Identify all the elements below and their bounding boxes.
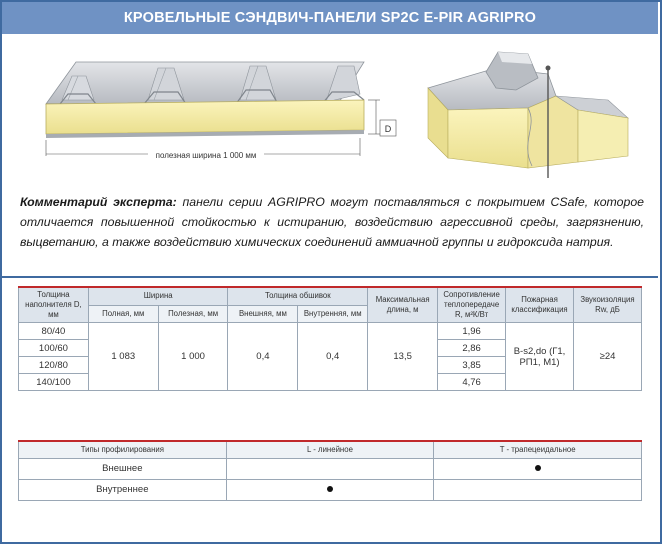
trapezoid-outer-cell (434, 458, 642, 479)
profiling-table (18, 440, 642, 501)
useful-width-label: полезная ширина 1 000 мм (155, 151, 257, 160)
subheader-width-useful: Полезная, мм (158, 305, 228, 322)
resistance-cell: 3,85 (438, 357, 506, 374)
header-fire: Пожарная классификация (506, 287, 574, 323)
expert-comment-lead: Комментарий эксперта: (20, 195, 177, 209)
subheader-skin-outer: Внешняя, мм (228, 305, 298, 322)
resistance-cell: 1,96 (438, 323, 506, 340)
subheader-skin-inner: Внутренняя, мм (298, 305, 368, 322)
skin-inner-cell: 0,4 (298, 323, 368, 391)
panel-illustration (8, 38, 654, 184)
header-linear: L - линейное (226, 441, 434, 458)
linear-inner-cell (226, 479, 434, 500)
thickness-cell: 80/40 (19, 323, 89, 340)
table-row (19, 458, 642, 479)
max-length-cell: 13,5 (368, 323, 438, 391)
subheader-width-full: Полная, мм (88, 305, 158, 322)
resistance-cell: 2,86 (438, 340, 506, 357)
fire-cell: B-s2,do (Г1, РП1, М1) (506, 323, 574, 391)
bullet-icon (535, 465, 541, 471)
page-title: КРОВЕЛЬНЫЕ СЭНДВИЧ-ПАНЕЛИ SP2C E-PIR AGRIPRO (2, 2, 658, 34)
trapezoid-inner-cell (434, 479, 642, 500)
specs-table (18, 286, 642, 391)
thickness-cell: 140/100 (19, 374, 89, 391)
linear-outer-cell (226, 458, 434, 479)
expert-comment (20, 192, 644, 252)
thickness-cell: 100/60 (19, 340, 89, 357)
thickness-cell: 120/80 (19, 357, 89, 374)
header-width: Ширина (88, 287, 228, 305)
bullet-icon (327, 486, 333, 492)
skin-outer-cell: 0,4 (228, 323, 298, 391)
header-skin: Толщина обшивок (228, 287, 368, 305)
header-trapezoid: T - трапецеидальное (434, 441, 642, 458)
header-resistance: Сопротивление теплопередаче R, м²К/Вт (438, 287, 506, 323)
expert-comment-text: панели серии AGRIPRO могут поставляться с покрытием CSafe, которое отличается повышенной стойкостью к истиранию, воздействию агрессивной среды, загрязнению, выцветанию, а также воздействию химических соединений аммиачной группы и гидроксида натрия. (20, 195, 644, 249)
panel-side-view (46, 62, 396, 160)
thickness-label: D (384, 124, 392, 134)
header-max-length: Максимальная длина, м (368, 287, 438, 323)
header-thickness: Толщина наполнителя D, мм (19, 287, 89, 323)
profiling-label-inner: Внутреннее (19, 479, 227, 500)
table-row (19, 479, 642, 500)
joint-detail (428, 52, 628, 178)
resistance-cell: 4,76 (438, 374, 506, 391)
width-full-cell: 1 083 (88, 323, 158, 391)
divider (2, 276, 658, 278)
width-useful-cell: 1 000 (158, 323, 228, 391)
header-profiling-type: Типы профилирования (19, 441, 227, 458)
sound-cell: ≥24 (574, 323, 642, 391)
header-sound: Звукоизоляция Rw, дБ (574, 287, 642, 323)
profiling-label-outer: Внешнее (19, 458, 227, 479)
